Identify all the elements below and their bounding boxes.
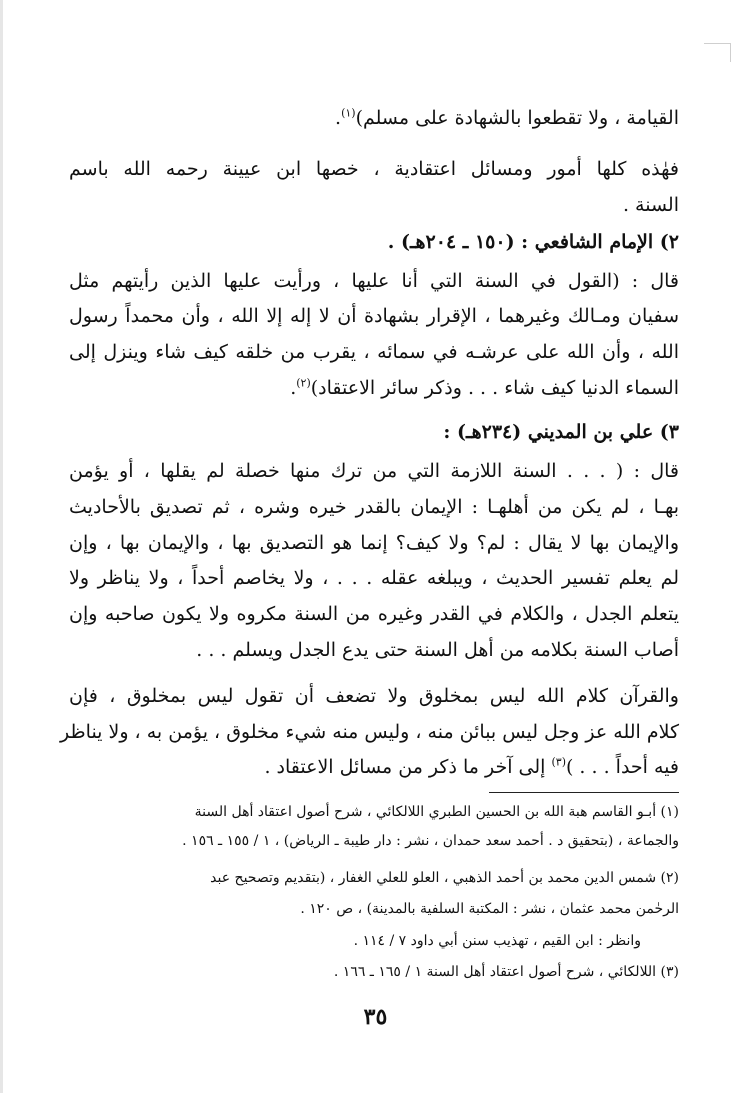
paragraph-3-line-1: قال : (القول في السنة التي أنا عليها ، ورأيت عليها الذين رأيتهم مثل [69,270,679,292]
paragraph-5-line-1: والقرآن كلام الله ليس بمخلوق ولا تضعف أن تقول ليس بمخلوق ، فإن [69,685,679,707]
heading-ali-ibn-al-madini: ٣) علي بن المديني (٢٣٤هـ) : [443,421,679,443]
footnote-3-line-1: (٣) اللالكائي ، شرح أصول اعتقاد أهل السنة ١ / ١٦٥ ـ ١٦٦ . [333,964,679,980]
footnote-2-line-2: الرحٰمن محمد عثمان ، نشر : المكتبة السلفية بالمدينة) ، ص ١٢٠ . [300,901,679,917]
footnote-1-line-2: والجماعة ، (بتحقيق د . أحمد سعد حمدان ، نشر : دار طيبة ـ الرياض) ، ١ / ١٥٥ ـ ١٥٦ . [182,833,679,849]
footnote-separator [489,792,679,793]
paragraph-5-line-2: كلام الله عز وجل ليس ببائن منه ، وليس منه شيء مخلوق ، يؤمن به ، ولا يناظر [60,721,679,743]
paragraph-5-line-3: فيه أحداً . . . )$^{(٣)}$ إلى آخر ما ذكر من مسائل الاعتقاد . [264,755,679,778]
page-corner-mark [704,43,731,62]
paragraph-4-line-3: والإيمان بها لا يقال : لم؟ ولا كيف؟ إنما هو التصديق بها ، والإيمان بها ، وإن [69,532,679,554]
footnote-ref-3: (٣) [551,755,566,769]
footnote-2-line-3: وانظر : ابن القيم ، تهذيب سنن أبي داود ٧ / ١١٤ . [353,933,641,949]
paragraph-4-line-5: يتعلم الجدل ، والكلام في القدر وغيره من السنة مكروه ولا يكون صاحبه وإن [69,603,679,625]
paragraph-2-line-2: السنة . [622,194,679,216]
paragraph-3-line-3: الله ، وأن الله على عرشـه في سمائه ، يقرب من خلقه كيف شاء وينزل إلى [69,341,679,363]
page-number: ٣٥ [363,1004,388,1030]
scan-edge [0,0,3,1093]
paragraph-2-line-1: فهٰذه كلها أمور ومسائل اعتقادية ، خصها ابن عيينة رحمه الله باسم [69,158,679,180]
paragraph-4-line-6: أصاب السنة بكلامه من أهل السنة حتى يدع الجدل ويسلم . . . [196,639,679,661]
paragraph-4-line-2: بهـا ، لم يكن من أهلهـا : الإيمان بالقدر خيره وشره ، ثم تصديق بالأحاديث [69,496,679,518]
footnote-ref-1: (١) [341,106,356,120]
footnote-2-line-1: (٢) شمس الدين محمد بن أحمد الذهبي ، العلو للعلي الغفار ، (بتقديم وتصحيح عبد [210,870,679,886]
footnote-1-line-1: (١) أبـو القاسم هبة الله بن الحسين الطبري اللالكائي ، شرح أصول اعتقاد أهل السنة [194,804,679,820]
paragraph-3-line-4: السماء الدنيا كيف شاء . . . وذكر سائر الاعتقاد)$^{(٢)}$. [290,376,679,399]
paragraph-3-line-2: سفيان ومـالك وغيرهما ، الإقرار بشهادة أن لا إله إلا الله ، وأن محمداً رسول [69,305,679,327]
paragraph-4-line-1: قال : ( . . . السنة اللازمة التي من ترك منها خصلة لم يقلها ، أو يؤمن [69,460,679,482]
paragraph-4-line-4: لم يعلم تفسير الحديث ، ويبلغه عقله . . . ، ولا يخاصم أحداً ، ولا يناظر ولا [69,567,679,589]
paragraph-1-line-1: القيامة ، ولا تقطعوا بالشهادة على مسلم)$^{(١)}$. [335,106,679,129]
heading-shafii: ٢) الإمام الشافعي : (١٥٠ ـ ٢٠٤هـ) . [387,231,679,253]
footnote-ref-2: (٢) [296,376,311,390]
